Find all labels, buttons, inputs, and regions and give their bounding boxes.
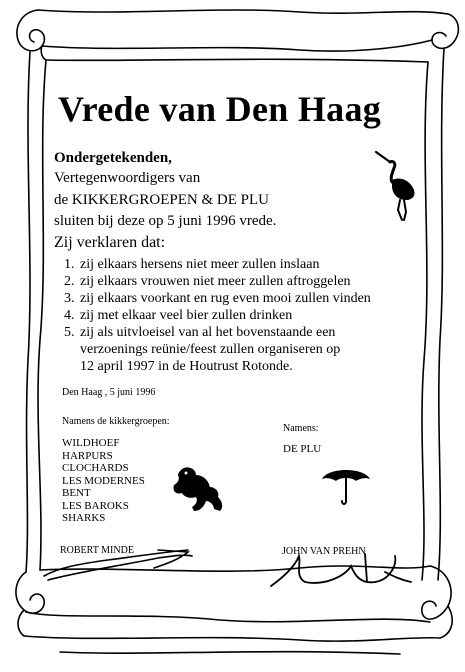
peace-terms-list: [64, 256, 371, 375]
document-title: Vrede van Den Haag: [58, 89, 382, 129]
frog-icon: [170, 465, 226, 515]
right-party-name: DE PLU: [283, 443, 322, 455]
term-text: 12 april 1997 in de Houtrust Rotonde.: [80, 359, 293, 374]
umbrella-icon: [320, 463, 372, 507]
left-signatory-name: ROBERT MINDE: [60, 545, 134, 556]
term-number: 4.: [64, 308, 75, 323]
peace-term: [64, 290, 371, 307]
term-text: zij als uitvloeisel van al het bovenstaande een: [80, 325, 336, 340]
term-text: zij elkaars voorkant en rug even mooi zullen vinden: [80, 291, 371, 306]
group-name: LES MODERNES: [62, 474, 145, 487]
intro-line-peace-date: sluiten bij deze op 5 juni 1996 vrede.: [54, 213, 277, 229]
term-text: zij elkaars vrouwen niet meer zullen aftroggelen: [80, 274, 351, 289]
term-text: zij met elkaar veel bier zullen drinken: [80, 308, 293, 323]
group-name: HARPURS: [62, 449, 113, 462]
term-number: 5.: [64, 325, 75, 340]
kikkergroepen-list: [62, 437, 145, 525]
right-party-label: Namens:: [283, 423, 319, 434]
intro-line-declare: Zij verklaren dat:: [54, 234, 166, 251]
group-name: CLOCHARDS: [62, 462, 129, 474]
right-signatory-name: JOHN VAN PREHN: [282, 546, 366, 557]
peace-term: [64, 256, 371, 273]
peace-term: [64, 324, 371, 341]
stork-icon: [370, 150, 420, 222]
intro-line-representatives: Vertegenwoordigers van: [54, 170, 201, 186]
group-name: WILDHOEF: [62, 437, 120, 449]
intro-line-parties: de KIKKERGROEPEN & DE PLU: [54, 192, 269, 208]
signature-scribble: [38, 546, 198, 586]
peace-term: [64, 307, 371, 324]
term-text: verzoenings reünie/feest zullen organiseren op: [80, 342, 341, 357]
term-number: 2.: [64, 274, 75, 289]
left-party-label: Namens de kikkergroepen:: [62, 416, 170, 427]
peace-term: [64, 273, 371, 290]
signature-scribble: [265, 546, 415, 590]
group-name: SHARKS: [62, 512, 106, 524]
salutation: Ondergetekenden,: [54, 150, 172, 166]
group-name: LES BAROKS: [62, 499, 129, 512]
term-text: zij elkaars hersens niet meer zullen inslaan: [80, 257, 320, 272]
group-name: BENT: [62, 487, 91, 499]
peace-term-continuation: [64, 341, 371, 358]
place-date: Den Haag , 5 juni 1996: [62, 387, 156, 398]
peace-term-continuation: [64, 358, 371, 375]
term-number: 3.: [64, 291, 75, 306]
term-number: 1.: [64, 257, 75, 272]
